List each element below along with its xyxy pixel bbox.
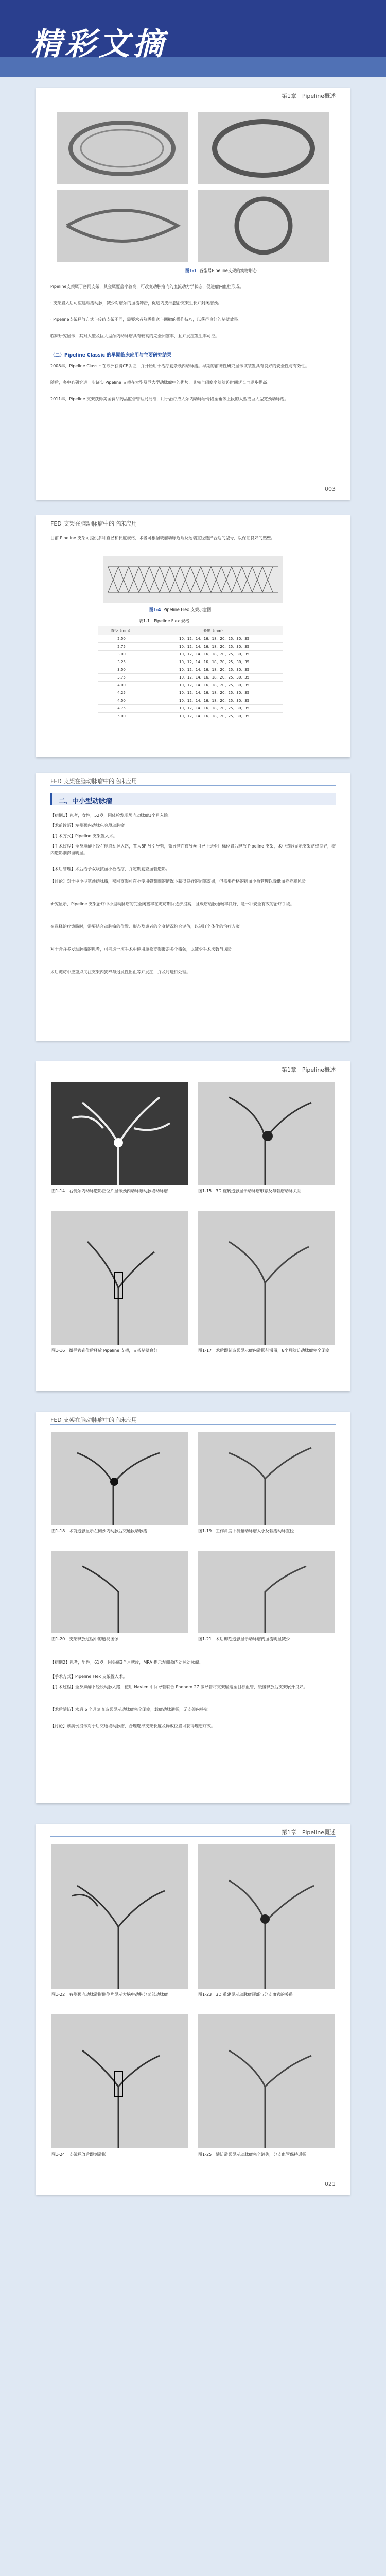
- table-header-cell: 直径（mm）: [98, 626, 145, 635]
- body-paragraph: · 支架置入后可重建载瘤动脉，减少对瘤颈的血流冲击，促进内皮细胞沿支架生长并封闭瘤颈。: [50, 301, 222, 306]
- vessel-illustration: [198, 1432, 335, 1525]
- vessel-illustration: [51, 1844, 188, 1989]
- table-cell: 3.00: [98, 651, 145, 658]
- banner-title: 精彩文摘: [31, 26, 167, 62]
- figure-caption-label: 图1-4: [149, 607, 161, 612]
- banner-header: [0, 0, 386, 77]
- angiography-image: [51, 2014, 188, 2148]
- figure-caption: 图1-22 右侧颈内动脉造影侧位片显示大脑中动脉分叉部动脉瘤: [51, 1992, 168, 1997]
- section-subheading: （二）Pipeline Classic 的早期临床应用与主要研究结果: [50, 353, 172, 358]
- header-rule: [50, 1836, 336, 1837]
- table-cell: 5.00: [98, 713, 145, 720]
- section-title-bar: [50, 793, 336, 805]
- body-paragraph: 在选择治疗策略时，需要结合动脉瘤的位置、形态及患者的全身情况综合评估，以制订个体化的治疗方案。: [50, 924, 244, 929]
- running-head: 第1章 Pipeline概述: [281, 93, 336, 99]
- vessel-illustration: [51, 2014, 188, 2148]
- figure-caption: 图1-25 随访造影显示动脉瘤完全消失，分支血管保持通畅: [198, 2152, 307, 2157]
- angiography-image: [51, 1432, 188, 1525]
- running-head: 第1章 Pipeline概述: [281, 1066, 336, 1073]
- vessel-illustration: [51, 1211, 188, 1345]
- table-cell: 10、12、14、16、18、20、25、30、35: [145, 682, 283, 689]
- table-cell: 4.50: [98, 697, 145, 705]
- body-paragraph: 2008年，Pipeline Classic 在欧洲获得CE认证，并开始用于治疗复杂颅内动脉瘤。早期的前瞻性研究显示该装置具有良好的安全性与有效性。: [50, 364, 310, 368]
- vessel-illustration: [51, 1551, 188, 1633]
- running-head: FED 支架在脑动脉瘤中的临床应用: [50, 778, 137, 785]
- section-title: 二、中小型动脉瘤: [59, 798, 113, 805]
- case-paragraph: 【病例2】患者，男性，61岁，因头痛3个月就诊，MRA 提示左侧颈内动脉动脉瘤。: [50, 1660, 203, 1665]
- table-row: [98, 674, 283, 682]
- body-paragraph: 【手术方式】Pipeline 支架置入术。: [50, 834, 117, 838]
- table-cell: 10、12、14、16、18、20、25、30、35: [145, 689, 283, 697]
- table-row: [98, 682, 283, 689]
- header-rule: [50, 1424, 336, 1425]
- table-cell: 3.75: [98, 674, 145, 682]
- vessel-illustration: [198, 1082, 335, 1185]
- book-page-3: [36, 773, 350, 1041]
- figure-caption: 图1-18 术前造影显示左侧颈内动脉后交通段动脉瘤: [51, 1529, 148, 1533]
- figure-caption: 图1-20 支架释放过程中的透视图像: [51, 1637, 119, 1641]
- table-row: [98, 635, 283, 643]
- running-head: FED 支架在脑动脉瘤中的临床应用: [50, 1417, 137, 1423]
- page-header: [36, 773, 350, 784]
- table-row: [98, 697, 283, 705]
- figure-image-b: [198, 112, 329, 184]
- book-page-2: [36, 515, 350, 757]
- vessel-illustration: [198, 2014, 335, 2148]
- stent-illustration: [57, 190, 188, 262]
- table-cell: 10、12、14、16、18、20、25、30、35: [145, 713, 283, 720]
- body-paragraph: 【术后管理】术后给予双联抗血小板治疗，并定期复查血管造影。: [50, 867, 170, 871]
- body-paragraph: · Pipeline支架释放方式与传统支架不同，需要术者熟悉推送与回撤的操作技巧，以获得良好的贴壁效果。: [50, 317, 242, 322]
- table-cell: 4.00: [98, 682, 145, 689]
- table-cell: 10、12、14、16、18、20、25、30、35: [145, 651, 283, 658]
- table-cell: 4.25: [98, 689, 145, 697]
- body-paragraph: 对于合并多发动脉瘤的患者，可考虑一次手术中使用单枚支架覆盖多个瘤颈，以减少手术次数与风险。: [50, 947, 236, 952]
- book-page-4: [36, 1061, 350, 1391]
- book-page-1: [36, 88, 350, 500]
- body-paragraph: 【讨论】对于中小型宽颈动脉瘤，密网支架可在不使用弹簧圈的情况下获得良好的闭塞效果，但需要严格的抗血小板管理以降低血栓栓塞风险。: [50, 879, 310, 884]
- page-header: [36, 1061, 350, 1073]
- page-number: 003: [325, 486, 336, 493]
- angiography-image: [198, 1082, 335, 1185]
- vessel-illustration: [198, 1211, 335, 1345]
- angiography-image: [51, 1211, 188, 1345]
- body-paragraph: 2011年，Pipeline 支架获得美国食品药品监督管理局批准，用于治疗成人颈内动脉岩骨段至垂体上段的大型或巨大型宽颈动脉瘤。: [50, 397, 289, 401]
- angiography-image: [51, 1551, 188, 1633]
- vessel-illustration: [198, 1844, 335, 1989]
- table-row: [98, 705, 283, 713]
- table-row: [98, 651, 283, 658]
- stent-illustration: [57, 112, 188, 184]
- table-cell: 10、12、14、16、18、20、25、30、35: [145, 705, 283, 713]
- page-number: 021: [325, 2181, 336, 2188]
- book-page-6: [36, 1824, 350, 2195]
- case-paragraph: 【讨论】该病例提示对于后交通段动脉瘤，合理选择支架长度及释放位置可获得理想疗效。: [50, 1724, 215, 1728]
- figure-caption: [185, 268, 257, 274]
- case-paragraph: 【手术过程】全身麻醉下经股动脉入路，使用 Navien 中间导管联合 Phenom 27 微导管将支架输送至目标血管，缓慢释放后支架展开良好。: [50, 1685, 308, 1689]
- figure-caption: 图1-21 术后即刻造影显示动脉瘤内血流明显减少: [198, 1637, 290, 1641]
- table-header-row: [98, 626, 283, 635]
- table-row: [98, 658, 283, 666]
- table-row: [98, 643, 283, 651]
- angiography-image: [198, 1551, 335, 1633]
- stent-illustration: [198, 190, 329, 262]
- body-paragraph: 术后随访中应重点关注支架内狭窄与迟发性出血等并发症，并及时进行处理。: [50, 970, 190, 974]
- table-cell: 2.50: [98, 635, 145, 643]
- table-cell: 10、12、14、16、18、20、25、30、35: [145, 697, 283, 705]
- figure-image-c: [57, 190, 188, 262]
- table-row: [98, 689, 283, 697]
- figure-caption: 图1-23 3D 重建显示动脉瘤颈部与分支血管的关系: [198, 1992, 293, 1997]
- table-cell: 10、12、14、16、18、20、25、30、35: [145, 666, 283, 674]
- angiography-image: [198, 1432, 335, 1525]
- table-row: [98, 666, 283, 674]
- case-paragraph: 【手术方式】Pipeline Flex 支架置入术。: [50, 1674, 127, 1679]
- angiography-image: [198, 2014, 335, 2148]
- table-cell: 10、12、14、16、18、20、25、30、35: [145, 643, 283, 651]
- body-paragraph: 研究显示，Pipeline 支架治疗中小型动脉瘤的完全闭塞率在随访期间逐步提高，且载瘤动脉通畅率良好，是一种安全有效的治疗手段。: [50, 902, 294, 906]
- page-header: [36, 515, 350, 527]
- table-cell: 10、12、14、16、18、20、25、30、35: [145, 635, 283, 643]
- table-cell: 4.75: [98, 705, 145, 713]
- body-paragraph: 【手术过程】全身麻醉下经右侧股动脉入路，置入8F 导引导管，微导管在微导丝引导下送至目标位置后释放 Pipeline 支架，术中造影显示支架贴壁良好，瘤内造影剂滞留明显。: [50, 844, 336, 855]
- figure-caption-text: Pipeline Flex 支架示意图: [163, 607, 212, 612]
- body-paragraph: Pipeline支架属于密网支架，其金属覆盖率较高，可改变动脉瘤内的血流动力学状态，促进瘤内血栓形成。: [50, 284, 244, 289]
- page-header: [36, 1412, 350, 1423]
- figure-caption: 图1-24 支架释放后即刻造影: [51, 2152, 107, 2157]
- figure-caption: 图1-19 工作角度下测量动脉瘤大小及载瘤动脉直径: [198, 1529, 294, 1533]
- angiography-image: [198, 1211, 335, 1345]
- angiography-image: [51, 1082, 188, 1185]
- page-header: [36, 1824, 350, 1835]
- table-cell: 2.75: [98, 643, 145, 651]
- figure-caption-label: 图1-1: [185, 268, 197, 273]
- table-title: 表1-1 Pipeline Flex 规格: [139, 619, 189, 623]
- figure-caption: 图1-14 右侧颈内动脉造影正位片显示颈内动脉眼动脉段动脉瘤: [51, 1189, 168, 1193]
- figure-caption: [149, 607, 211, 613]
- stent-illustration: [198, 112, 329, 184]
- running-head: FED 支架在脑动脉瘤中的临床应用: [50, 520, 137, 527]
- table-cell: 10、12、14、16、18、20、25、30、35: [145, 658, 283, 666]
- figure-caption: 图1-16 微导管到位后释放 Pipeline 支架，支架贴壁良好: [51, 1348, 158, 1353]
- vessel-illustration: [198, 1551, 335, 1633]
- table-header-cell: 长度（mm）: [145, 626, 283, 635]
- figure-caption: 图1-17 术后即刻造影显示瘤内造影剂滞留，6个月随访动脉瘤完全闭塞: [198, 1348, 330, 1353]
- table-cell: 10、12、14、16、18、20、25、30、35: [145, 674, 283, 682]
- table-cell: 3.25: [98, 658, 145, 666]
- header-rule: [50, 785, 336, 786]
- angiography-image: [51, 1844, 188, 1989]
- figure-caption: 图1-15 3D 旋转造影显示动脉瘤形态及与载瘤动脉关系: [198, 1189, 301, 1193]
- stent-figure: [103, 556, 283, 603]
- spec-table: [98, 626, 283, 720]
- book-page-5: [36, 1412, 350, 1803]
- body-paragraph: 随后，多中心研究进一步证实 Pipeline 支架在大型及巨大型动脉瘤中的优势，其完全闭塞率随随访时间延长而逐步提高。: [50, 380, 271, 385]
- case-paragraph: 【术后随访】术后 6 个月复查造影显示动脉瘤完全闭塞，载瘤动脉通畅，无支架内狭窄。: [50, 1707, 213, 1712]
- angiography-image: [198, 1844, 335, 1989]
- body-paragraph: 【术前诊断】左侧颈内动脉床突段动脉瘤。: [50, 823, 129, 828]
- table-cell: 3.50: [98, 666, 145, 674]
- figure-caption-text: 各型号Pipeline支架的实物形态: [199, 268, 257, 273]
- body-paragraph: 临床研究显示，其对大型及巨大型颅内动脉瘤具有较高的完全闭塞率，且并发症发生率可控。: [50, 334, 219, 338]
- running-head: 第1章 Pipeline概述: [281, 1829, 336, 1836]
- body-paragraph: 目前 Pipeline 支架可提供多种直径和长度规格，术者可根据载瘤动脉近端及远端直径选择合适的型号，以保证良好的贴壁。: [50, 536, 275, 540]
- vessel-illustration: [51, 1082, 188, 1185]
- table-row: [98, 713, 283, 720]
- body-paragraph: 【病例1】患者，女性，52岁，因体检发现颅内动脉瘤1个月入院。: [50, 813, 172, 818]
- page-header: [36, 88, 350, 99]
- vessel-illustration: [51, 1432, 188, 1525]
- stent-mesh-illustration: [103, 556, 283, 603]
- figure-image-a: [57, 112, 188, 184]
- figure-image-d: [198, 190, 329, 262]
